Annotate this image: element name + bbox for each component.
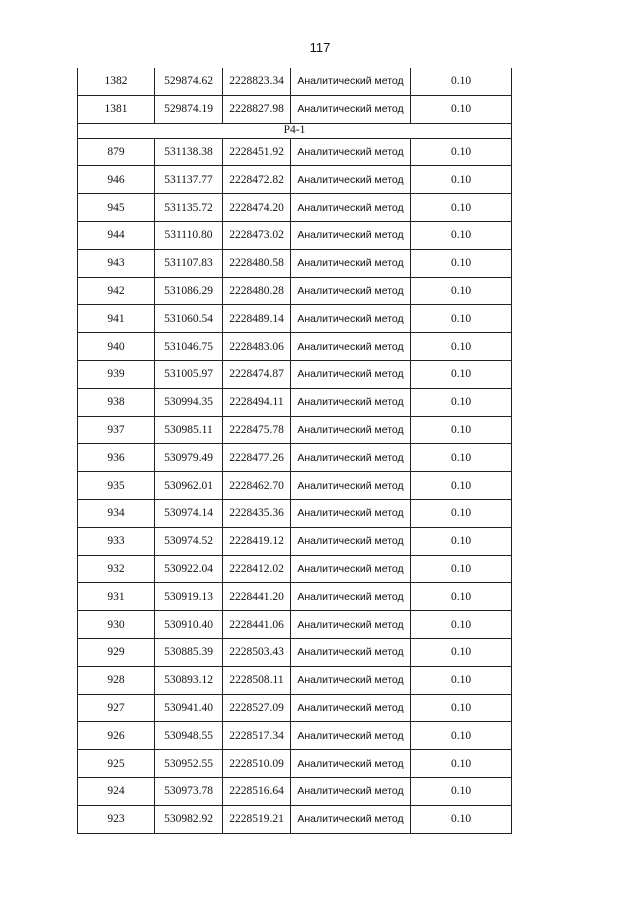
table-row (78, 777, 512, 805)
y-coordinate-cell: 2228435.36 (223, 499, 291, 527)
x-coordinate-cell: 530919.13 (155, 583, 223, 611)
y-coordinate-cell: 2228503.43 (223, 638, 291, 666)
x-coordinate-cell: 529874.19 (155, 95, 223, 123)
y-coordinate-cell: 2228827.98 (223, 95, 291, 123)
table-row (78, 360, 512, 388)
accuracy-cell: 0.10 (411, 68, 512, 95)
y-coordinate-cell: 2228475.78 (223, 416, 291, 444)
y-coordinate-cell: 2228474.87 (223, 360, 291, 388)
table-row (78, 249, 512, 277)
y-coordinate-cell: 2228473.02 (223, 221, 291, 249)
table-row (78, 305, 512, 333)
x-coordinate-cell: 531110.80 (155, 221, 223, 249)
table-row (78, 527, 512, 555)
accuracy-cell: 0.10 (411, 750, 512, 778)
method-cell: Аналитический метод (291, 249, 411, 277)
x-coordinate-cell: 530982.92 (155, 805, 223, 833)
point-number-cell: 932 (78, 555, 155, 583)
method-cell: Аналитический метод (291, 95, 411, 123)
x-coordinate-cell: 530948.55 (155, 722, 223, 750)
table-row (78, 722, 512, 750)
method-cell: Аналитический метод (291, 638, 411, 666)
y-coordinate-cell: 2228823.34 (223, 68, 291, 95)
accuracy-cell: 0.10 (411, 666, 512, 694)
y-coordinate-cell: 2228480.28 (223, 277, 291, 305)
method-cell: Аналитический метод (291, 444, 411, 472)
accuracy-cell: 0.10 (411, 583, 512, 611)
x-coordinate-cell: 530885.39 (155, 638, 223, 666)
accuracy-cell: 0.10 (411, 472, 512, 500)
point-number-cell: 1382 (78, 68, 155, 95)
table-row (78, 95, 512, 123)
table-row (78, 583, 512, 611)
point-number-cell: 879 (78, 138, 155, 166)
accuracy-cell: 0.10 (411, 249, 512, 277)
x-coordinate-cell: 530941.40 (155, 694, 223, 722)
coordinates-table-body (78, 68, 512, 833)
accuracy-cell: 0.10 (411, 360, 512, 388)
method-cell: Аналитический метод (291, 221, 411, 249)
y-coordinate-cell: 2228477.26 (223, 444, 291, 472)
y-coordinate-cell: 2228480.58 (223, 249, 291, 277)
x-coordinate-cell: 531060.54 (155, 305, 223, 333)
method-cell: Аналитический метод (291, 277, 411, 305)
coordinates-table (77, 68, 512, 834)
x-coordinate-cell: 530979.49 (155, 444, 223, 472)
y-coordinate-cell: 2228510.09 (223, 750, 291, 778)
method-cell: Аналитический метод (291, 583, 411, 611)
method-cell: Аналитический метод (291, 166, 411, 194)
y-coordinate-cell: 2228462.70 (223, 472, 291, 500)
x-coordinate-cell: 530893.12 (155, 666, 223, 694)
point-number-cell: 928 (78, 666, 155, 694)
x-coordinate-cell: 531137.77 (155, 166, 223, 194)
y-coordinate-cell: 2228483.06 (223, 333, 291, 361)
x-coordinate-cell: 530952.55 (155, 750, 223, 778)
x-coordinate-cell: 531135.72 (155, 194, 223, 222)
method-cell: Аналитический метод (291, 694, 411, 722)
table-row (78, 333, 512, 361)
point-number-cell: 946 (78, 166, 155, 194)
method-cell: Аналитический метод (291, 68, 411, 95)
accuracy-cell: 0.10 (411, 221, 512, 249)
point-number-cell: 934 (78, 499, 155, 527)
y-coordinate-cell: 2228441.06 (223, 611, 291, 639)
x-coordinate-cell: 530994.35 (155, 388, 223, 416)
x-coordinate-cell: 530985.11 (155, 416, 223, 444)
table-row (78, 68, 512, 95)
method-cell: Аналитический метод (291, 333, 411, 361)
method-cell: Аналитический метод (291, 666, 411, 694)
y-coordinate-cell: 2228517.34 (223, 722, 291, 750)
method-cell: Аналитический метод (291, 472, 411, 500)
x-coordinate-cell: 531138.38 (155, 138, 223, 166)
accuracy-cell: 0.10 (411, 555, 512, 583)
method-cell: Аналитический метод (291, 360, 411, 388)
table-row (78, 499, 512, 527)
table-row (78, 221, 512, 249)
method-cell: Аналитический метод (291, 194, 411, 222)
y-coordinate-cell: 2228508.11 (223, 666, 291, 694)
x-coordinate-cell: 530910.40 (155, 611, 223, 639)
method-cell: Аналитический метод (291, 388, 411, 416)
x-coordinate-cell: 529874.62 (155, 68, 223, 95)
method-cell: Аналитический метод (291, 805, 411, 833)
point-number-cell: 944 (78, 221, 155, 249)
table-row (78, 555, 512, 583)
table-row (78, 611, 512, 639)
y-coordinate-cell: 2228472.82 (223, 166, 291, 194)
point-number-cell: 935 (78, 472, 155, 500)
method-cell: Аналитический метод (291, 611, 411, 639)
method-cell: Аналитический метод (291, 722, 411, 750)
method-cell: Аналитический метод (291, 499, 411, 527)
table-row (78, 750, 512, 778)
section-title: Р4-1 (78, 123, 512, 138)
table-row (78, 666, 512, 694)
accuracy-cell: 0.10 (411, 95, 512, 123)
x-coordinate-cell: 530962.01 (155, 472, 223, 500)
point-number-cell: 929 (78, 638, 155, 666)
accuracy-cell: 0.10 (411, 333, 512, 361)
y-coordinate-cell: 2228474.20 (223, 194, 291, 222)
point-number-cell: 938 (78, 388, 155, 416)
table-row (78, 444, 512, 472)
y-coordinate-cell: 2228489.14 (223, 305, 291, 333)
accuracy-cell: 0.10 (411, 138, 512, 166)
accuracy-cell: 0.10 (411, 527, 512, 555)
x-coordinate-cell: 530973.78 (155, 777, 223, 805)
point-number-cell: 925 (78, 750, 155, 778)
point-number-cell: 937 (78, 416, 155, 444)
point-number-cell: 945 (78, 194, 155, 222)
table-row (78, 472, 512, 500)
point-number-cell: 930 (78, 611, 155, 639)
point-number-cell: 943 (78, 249, 155, 277)
accuracy-cell: 0.10 (411, 638, 512, 666)
accuracy-cell: 0.10 (411, 166, 512, 194)
point-number-cell: 940 (78, 333, 155, 361)
y-coordinate-cell: 2228419.12 (223, 527, 291, 555)
point-number-cell: 936 (78, 444, 155, 472)
method-cell: Аналитический метод (291, 555, 411, 583)
method-cell: Аналитический метод (291, 777, 411, 805)
table-row (78, 416, 512, 444)
x-coordinate-cell: 530974.14 (155, 499, 223, 527)
accuracy-cell: 0.10 (411, 194, 512, 222)
point-number-cell: 931 (78, 583, 155, 611)
accuracy-cell: 0.10 (411, 277, 512, 305)
table-row (78, 194, 512, 222)
table-row (78, 694, 512, 722)
accuracy-cell: 0.10 (411, 444, 512, 472)
accuracy-cell: 0.10 (411, 388, 512, 416)
accuracy-cell: 0.10 (411, 777, 512, 805)
y-coordinate-cell: 2228494.11 (223, 388, 291, 416)
y-coordinate-cell: 2228519.21 (223, 805, 291, 833)
table-row (78, 138, 512, 166)
y-coordinate-cell: 2228412.02 (223, 555, 291, 583)
point-number-cell: 926 (78, 722, 155, 750)
method-cell: Аналитический метод (291, 138, 411, 166)
method-cell: Аналитический метод (291, 305, 411, 333)
method-cell: Аналитический метод (291, 750, 411, 778)
section-header-row (78, 123, 512, 138)
accuracy-cell: 0.10 (411, 499, 512, 527)
x-coordinate-cell: 531046.75 (155, 333, 223, 361)
page-number: 117 (309, 40, 331, 55)
x-coordinate-cell: 531005.97 (155, 360, 223, 388)
table-row (78, 388, 512, 416)
point-number-cell: 1381 (78, 95, 155, 123)
x-coordinate-cell: 530974.52 (155, 527, 223, 555)
accuracy-cell: 0.10 (411, 694, 512, 722)
point-number-cell: 941 (78, 305, 155, 333)
accuracy-cell: 0.10 (411, 611, 512, 639)
point-number-cell: 942 (78, 277, 155, 305)
table-row (78, 166, 512, 194)
point-number-cell: 939 (78, 360, 155, 388)
table-row (78, 277, 512, 305)
point-number-cell: 933 (78, 527, 155, 555)
point-number-cell: 924 (78, 777, 155, 805)
table-row (78, 638, 512, 666)
y-coordinate-cell: 2228451.92 (223, 138, 291, 166)
x-coordinate-cell: 530922.04 (155, 555, 223, 583)
method-cell: Аналитический метод (291, 527, 411, 555)
point-number-cell: 927 (78, 694, 155, 722)
point-number-cell: 923 (78, 805, 155, 833)
accuracy-cell: 0.10 (411, 305, 512, 333)
x-coordinate-cell: 531086.29 (155, 277, 223, 305)
accuracy-cell: 0.10 (411, 722, 512, 750)
y-coordinate-cell: 2228527.09 (223, 694, 291, 722)
y-coordinate-cell: 2228516.64 (223, 777, 291, 805)
x-coordinate-cell: 531107.83 (155, 249, 223, 277)
table-row (78, 805, 512, 833)
accuracy-cell: 0.10 (411, 805, 512, 833)
y-coordinate-cell: 2228441.20 (223, 583, 291, 611)
accuracy-cell: 0.10 (411, 416, 512, 444)
method-cell: Аналитический метод (291, 416, 411, 444)
